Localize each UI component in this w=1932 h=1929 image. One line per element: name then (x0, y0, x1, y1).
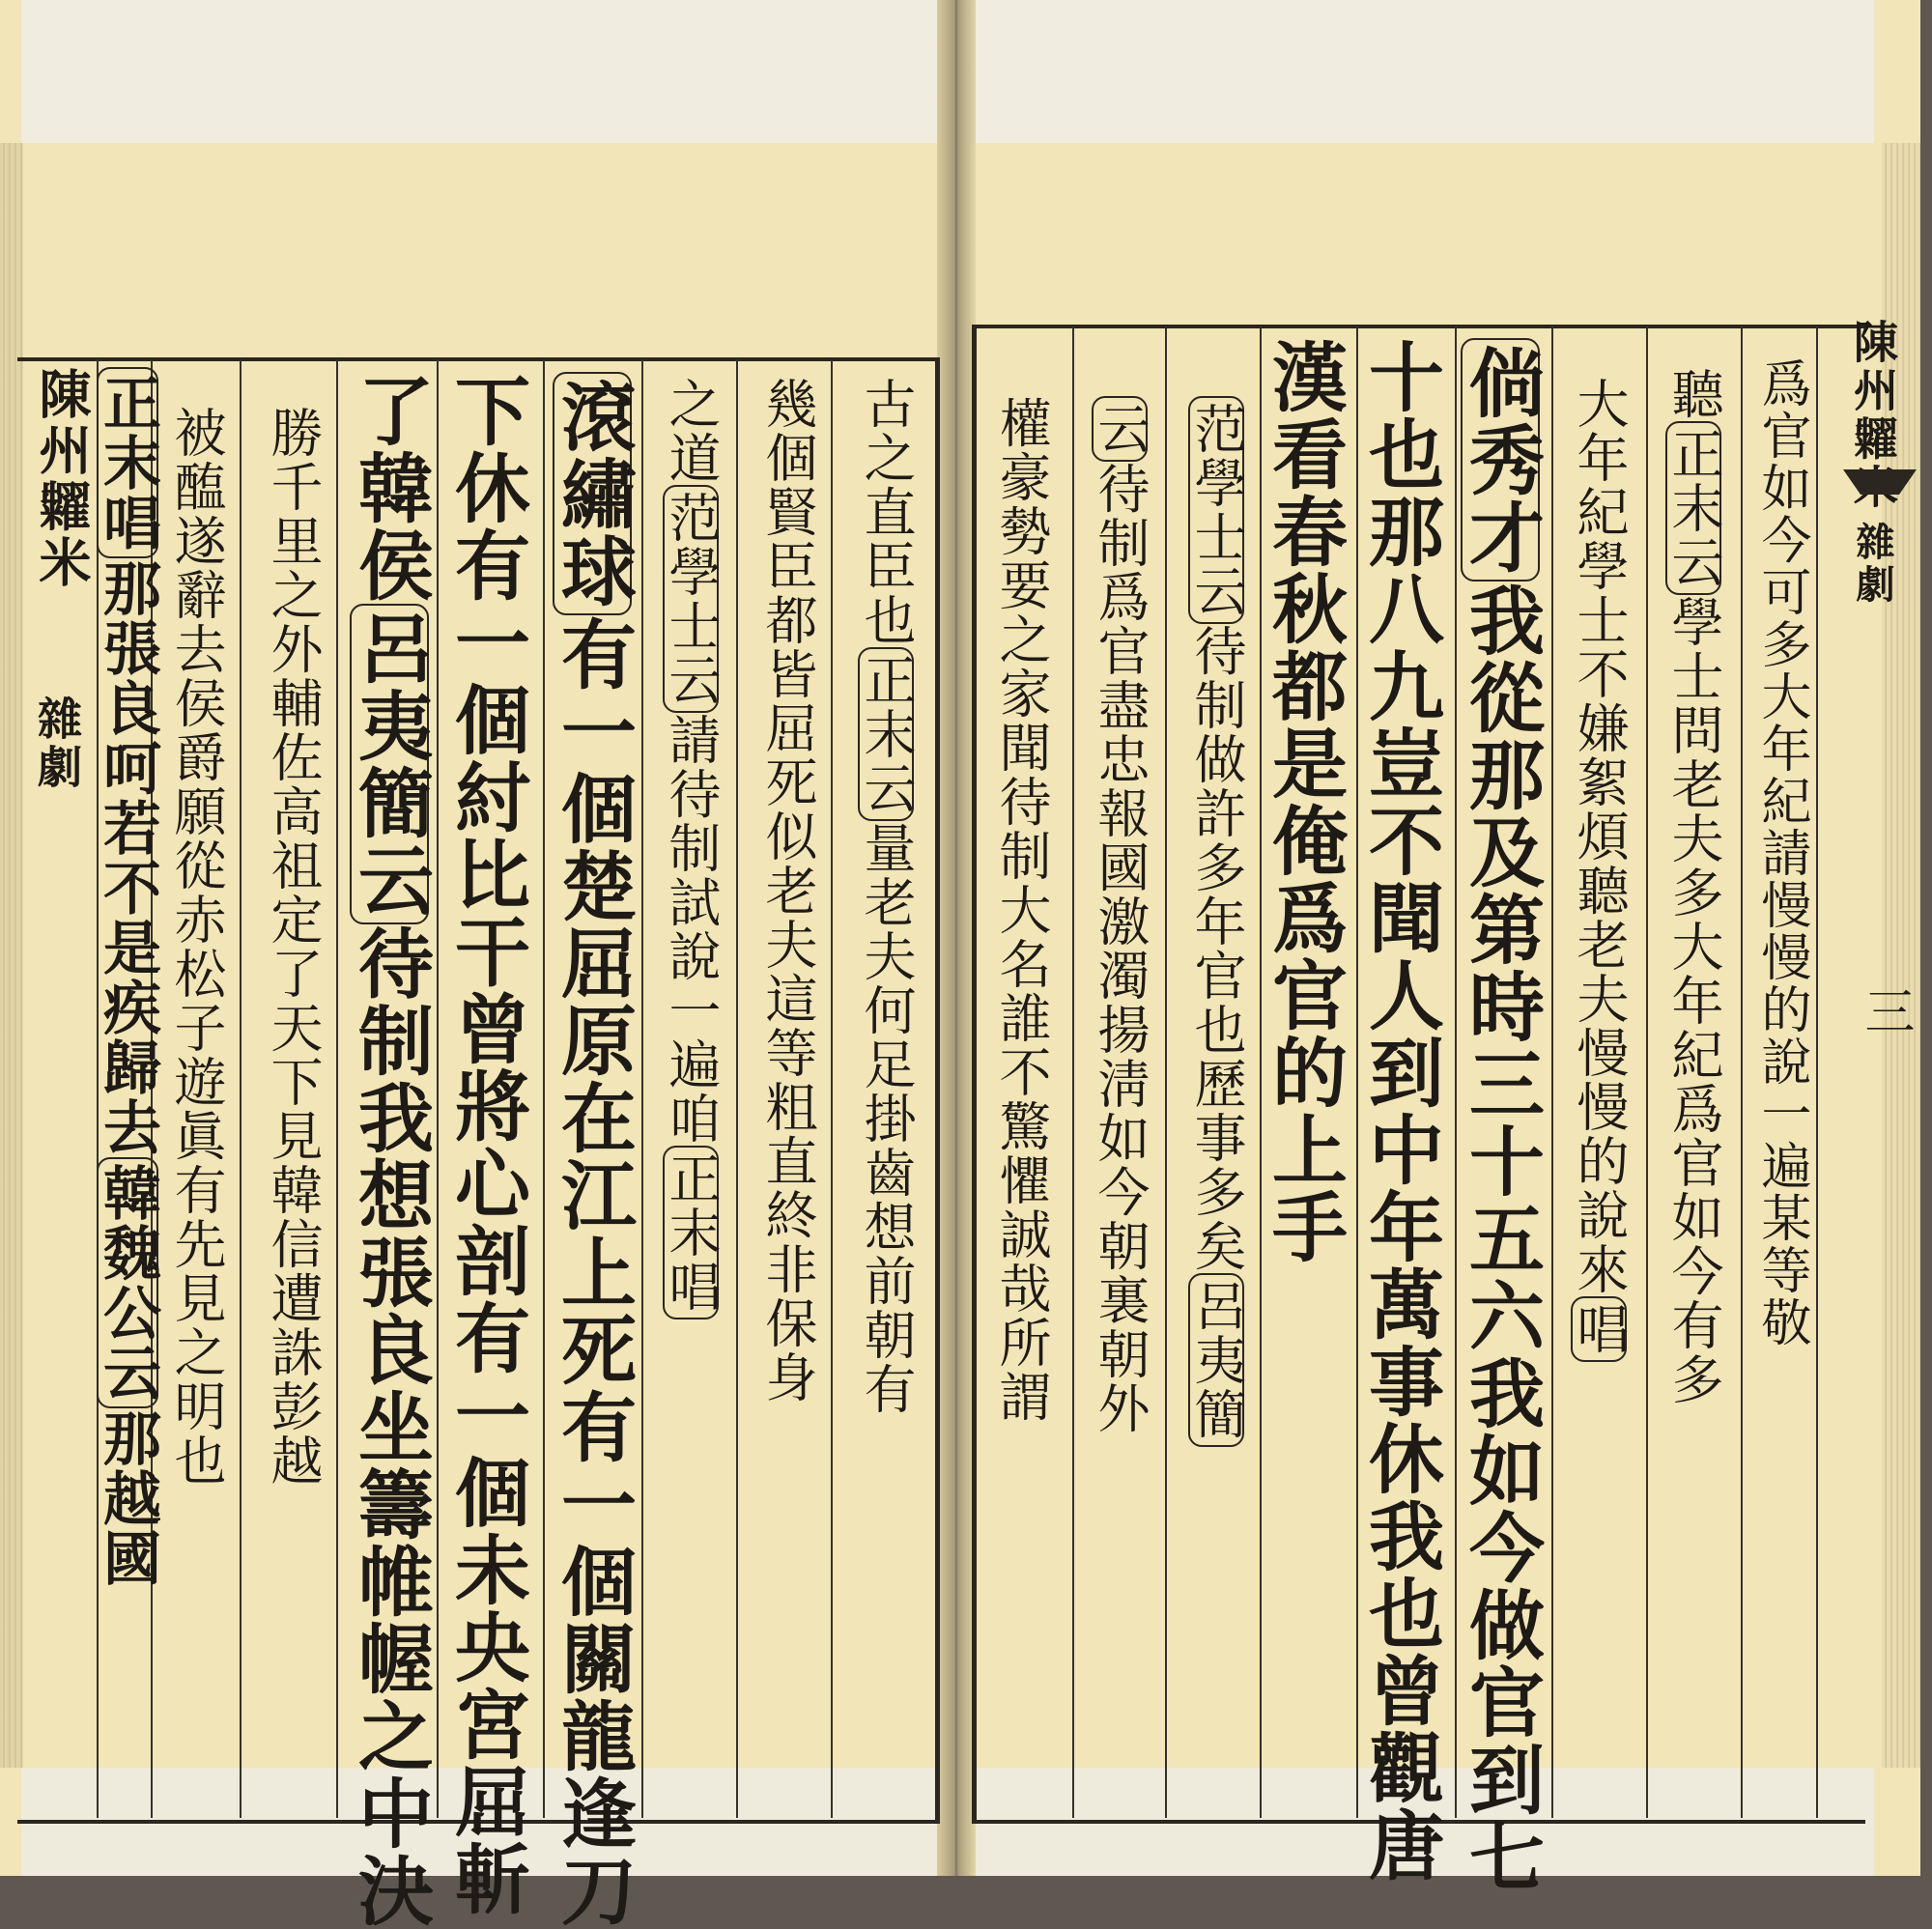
column-rule (437, 359, 439, 1818)
text-column (549, 372, 637, 1929)
left-top-margin (21, 0, 954, 143)
text-column (991, 396, 1052, 1424)
fishtail-mark (1843, 469, 1917, 524)
text-segment: 十也那八九豈不聞人到中年萬事休我也曾觀唐 (1356, 338, 1444, 1884)
text-segment: 權豪勢要之家聞待制大名誰不驚懼誠哉所謂 (991, 396, 1052, 1424)
text-column (1569, 377, 1630, 1362)
text-segment: 我從那及第時三十五六我如今做官到七 (1457, 582, 1545, 1895)
page-number: 三 (1856, 985, 1914, 1035)
text-segment: 勝千里之外輔佐高祖定了天下見韓信遭誅彭越 (263, 406, 324, 1488)
column-rule (736, 359, 738, 1818)
text-column (1457, 338, 1545, 1895)
text-segment: 幾個賢臣都皆屈死似老夫這等粗直終非保身 (757, 377, 818, 1404)
text-segment: 待制我想張良坐籌帷幄之中決 (346, 924, 434, 1929)
column-rule (1072, 326, 1074, 1818)
right-margin-subtitle: 雜劇 (1850, 522, 1895, 607)
right-margin-title: 陳州糶米 (1847, 319, 1899, 512)
text-column (1186, 396, 1247, 1447)
column-rule (1816, 326, 1818, 1818)
text-column (1663, 367, 1724, 1406)
column-rule (1165, 326, 1167, 1818)
text-column (1356, 338, 1444, 1884)
text-segment: 量老夫何足掛齒想前朝有 (856, 821, 917, 1416)
text-segment: 爲官如今可多大年紀請慢慢的說一遍某等敬 (1752, 357, 1810, 1348)
speaker-tag: 唱 (1571, 1296, 1627, 1362)
right-top-margin (954, 0, 1874, 143)
speaker-tag: 呂夷簡 (1188, 1273, 1244, 1447)
text-segment: 待制做許多年官也歷事多矣 (1186, 624, 1247, 1273)
text-segment: 下休有一個紂比干曾將心剖有一個未央宮屈斬 (442, 372, 530, 1917)
text-segment: 學士問老夫多大年紀爲官如今有多 (1663, 595, 1724, 1406)
text-column (94, 367, 161, 1588)
speaker-tag: 呂夷簡云 (350, 604, 429, 924)
text-column (1090, 396, 1151, 1435)
text-column (442, 372, 530, 1917)
column-rule (1551, 326, 1553, 1818)
text-column (166, 406, 227, 1488)
text-segment: 漢看春秋都是俺爲官的上手 (1260, 338, 1348, 1265)
text-column (757, 377, 818, 1404)
speaker-tag: 正末云 (858, 647, 914, 821)
text-segment: 聽 (1663, 367, 1724, 421)
text-segment: 被醢遂辭去侯爵願從赤松子遊眞有先見之明也 (166, 406, 227, 1488)
text-column (661, 377, 722, 1319)
speaker-tag: 正末云 (1665, 421, 1721, 595)
column-rule (641, 359, 643, 1818)
text-segment: 那越國 (94, 1408, 161, 1588)
text-segment: 請待制試說一遍咱 (661, 713, 722, 1146)
text-column (263, 406, 324, 1488)
text-segment: 了韓侯 (346, 372, 434, 604)
text-segment: 待制爲官盡忠報國激濁揚淸如今朝裏朝外 (1090, 462, 1151, 1435)
column-rule (336, 359, 338, 1818)
left-margin-title: 陳州糶米 (31, 367, 93, 591)
column-rule (240, 359, 242, 1818)
speaker-tag: 韓魏公云 (97, 1157, 158, 1408)
text-segment: 那張良呵若不是疾歸去 (94, 558, 161, 1157)
speaker-tag: 正末唱 (663, 1146, 719, 1319)
text-segment: 大年紀學士不嫌絮煩聽老夫慢慢的說來 (1569, 377, 1630, 1296)
speaker-tag: 范學士云 (1188, 396, 1244, 624)
speaker-tag: 倘秀才 (1461, 338, 1540, 582)
text-segment: 之道 (661, 377, 722, 485)
text-column (856, 377, 917, 1416)
text-segment: 古之直臣也 (856, 377, 917, 647)
column-rule (1741, 326, 1743, 1818)
book-gutter (937, 0, 976, 1876)
text-segment: 有一個楚屈原在江上死有一個關龍逢刀 (549, 615, 637, 1929)
speaker-tag: 云 (1092, 396, 1148, 462)
text-column (1752, 357, 1810, 1348)
speaker-tag: 正末唱 (97, 367, 158, 558)
text-column (1260, 338, 1348, 1265)
column-rule (543, 359, 545, 1818)
speaker-tag: 滾繡球 (553, 372, 632, 615)
left-margin-subtitle: 雜劇 (31, 695, 83, 792)
speaker-tag: 范學士云 (663, 485, 719, 713)
column-rule (1646, 326, 1648, 1818)
text-column (346, 372, 434, 1929)
column-rule (831, 359, 833, 1818)
